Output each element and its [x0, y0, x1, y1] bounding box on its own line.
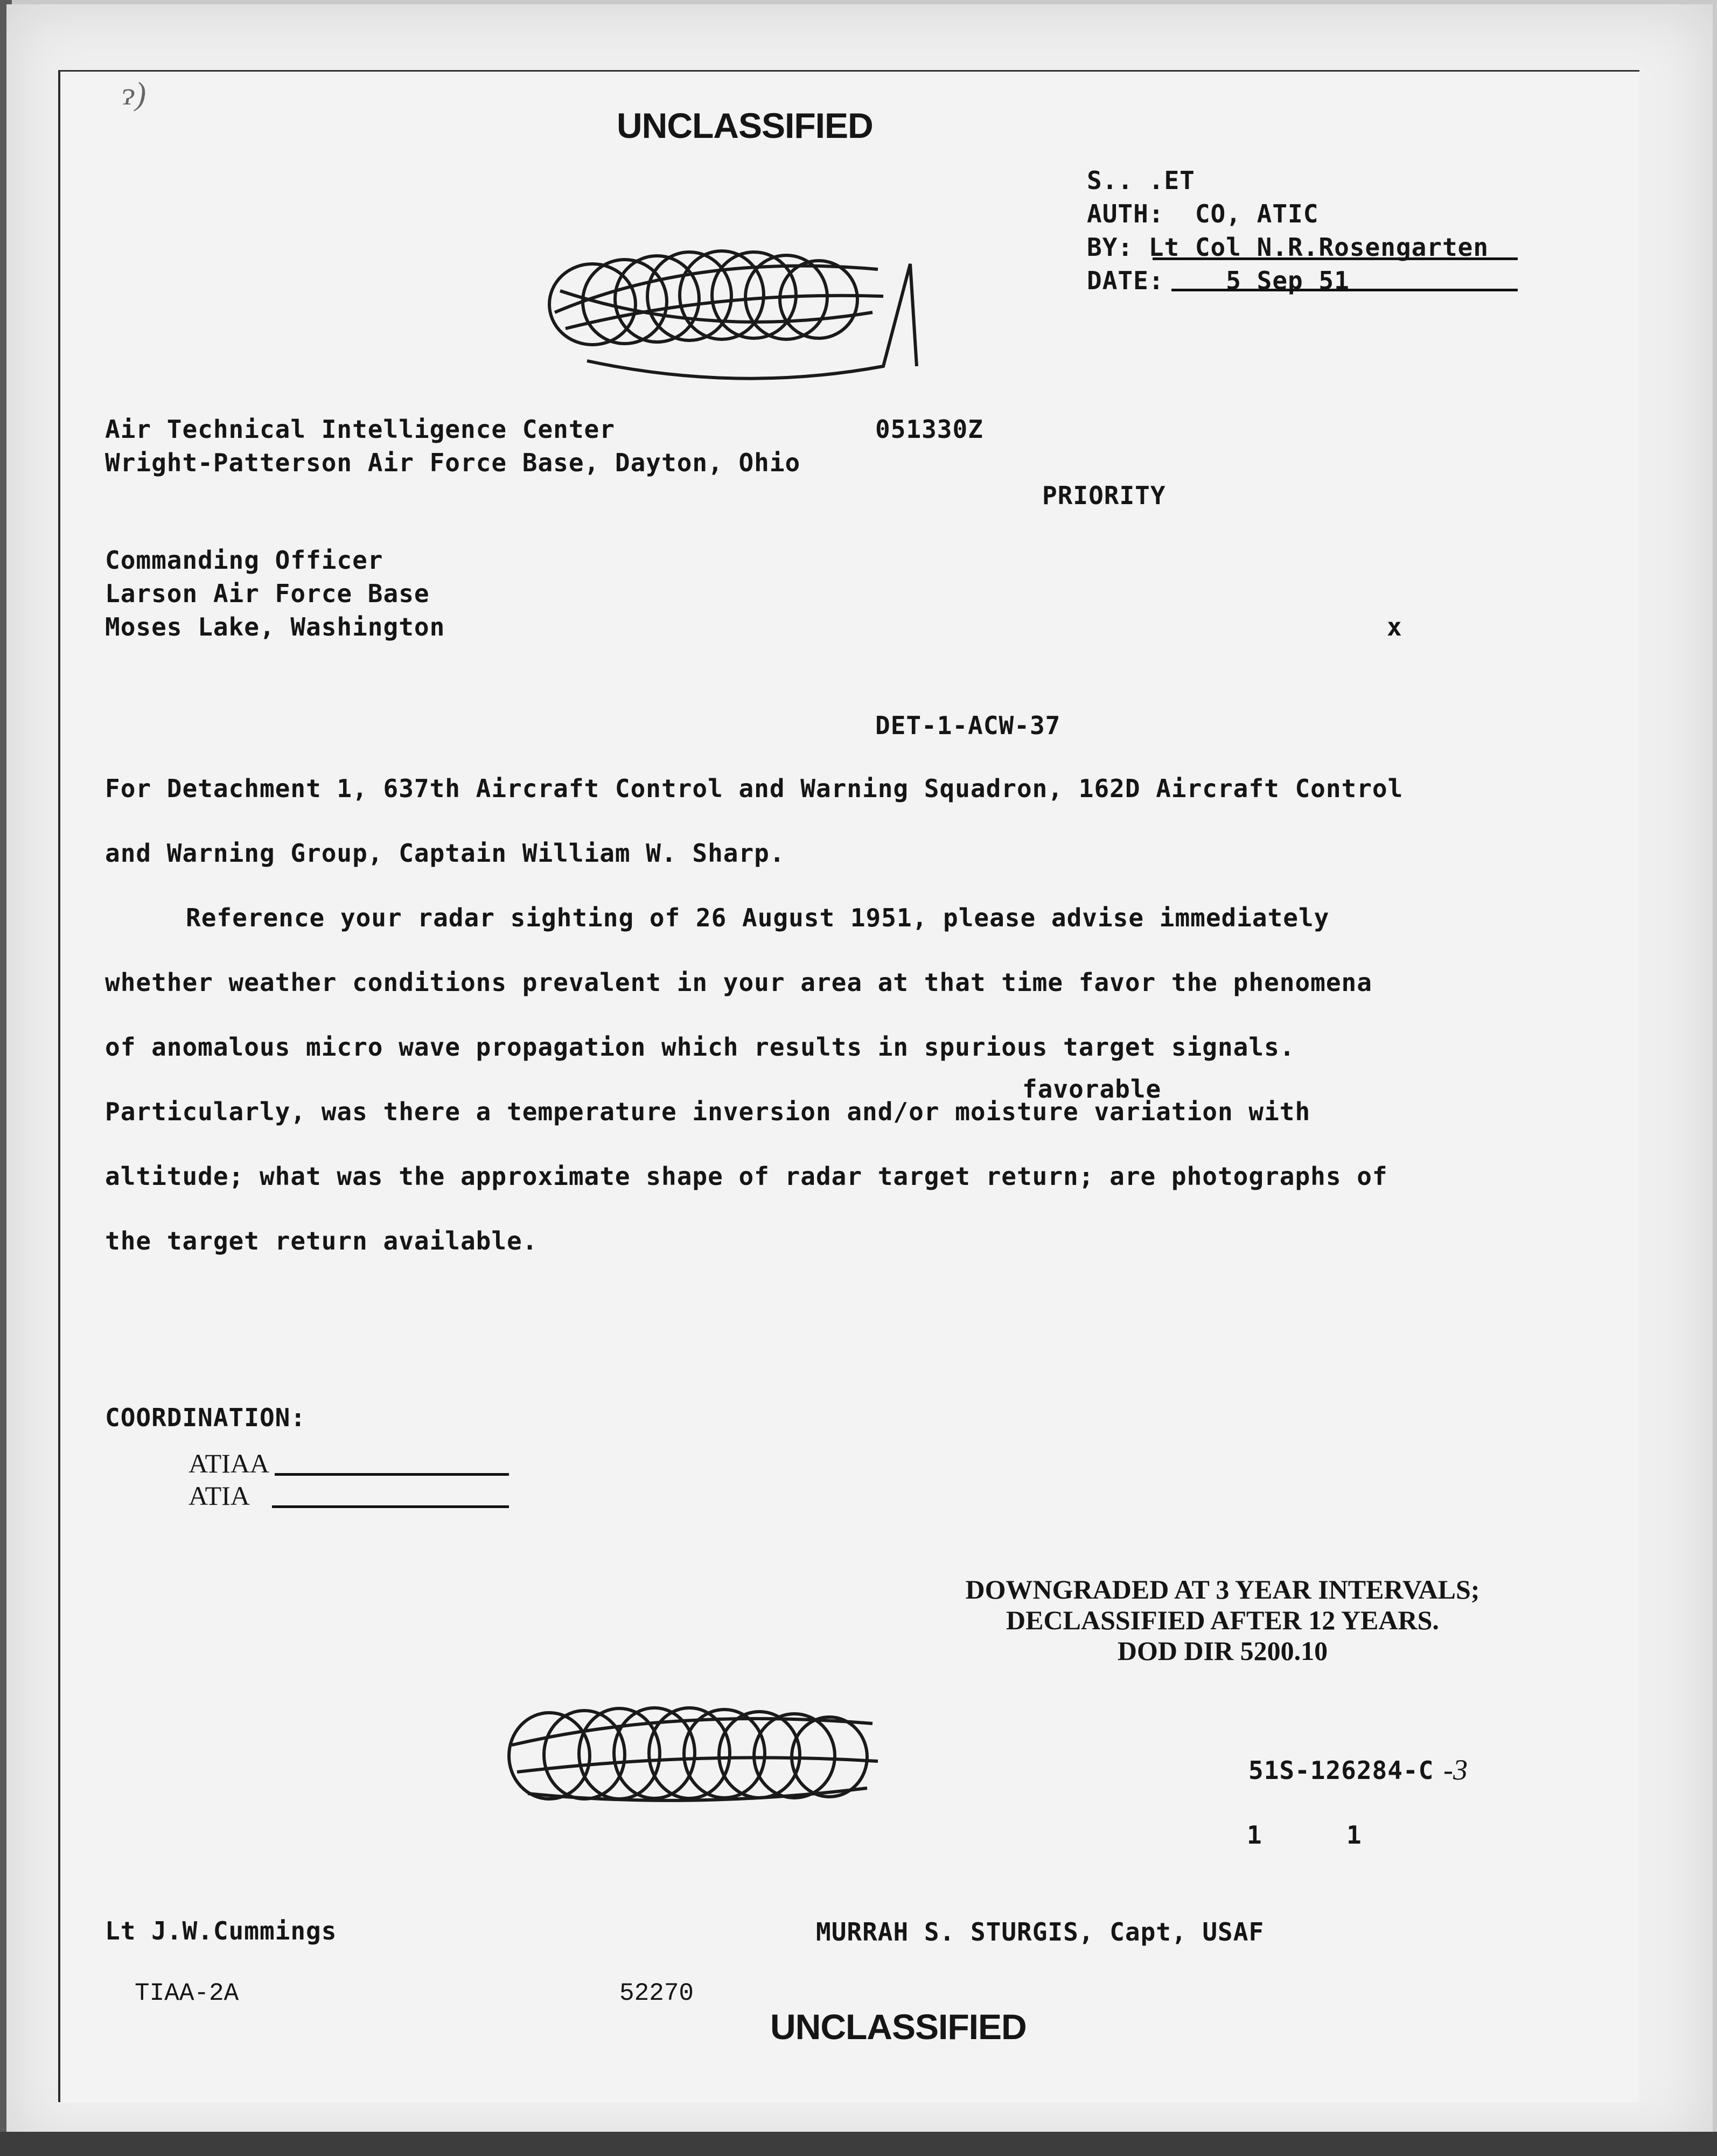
- recipient-title: Commanding Officer: [105, 546, 383, 575]
- downgrade-line-1: DOWNGRADED AT 3 YEAR INTERVALS;: [965, 1574, 1480, 1604]
- recipient-location: Moses Lake, Washington: [105, 612, 445, 641]
- redaction-scribble-top: [533, 232, 943, 388]
- coordination-office-1: ATIAA: [189, 1448, 269, 1478]
- office-symbol: TIAA-2A: [135, 1979, 239, 2007]
- auth-authority: AUTH: CO, ATIC: [1087, 199, 1319, 228]
- downgrade-line-3: DOD DIR 5200.10: [1117, 1636, 1328, 1666]
- body-p2-line3: of anomalous micro wave propagation which results in spurious target signals.: [105, 1032, 1295, 1062]
- recipient-base: Larson Air Force Base: [105, 579, 430, 608]
- body-insertion: favorable: [1022, 1074, 1162, 1104]
- control-number: 51S-126284-C: [1248, 1756, 1434, 1785]
- copy-number-2: 1: [1346, 1820, 1362, 1850]
- copy-number-1: 1: [1247, 1820, 1262, 1850]
- coordination-line-2: [272, 1505, 509, 1508]
- auth-by: BY: Lt Col N.R.Rosengarten: [1087, 233, 1489, 262]
- body-p2-line1: Reference your radar sighting of 26 August 1951, please advise immediately: [186, 903, 1330, 932]
- body-p2-line4: Particularly, was there a temperature inversion and/or moisture variation with: [105, 1097, 1311, 1126]
- date-time-group: 051330Z: [875, 415, 983, 444]
- sender-org: Air Technical Intelligence Center: [105, 415, 615, 444]
- film-edge-bottom: [0, 2132, 1717, 2156]
- reference-number: DET-1-ACW-37: [875, 711, 1061, 740]
- handwritten-mark: ɂ): [121, 76, 146, 111]
- body-p1-line2: and Warning Group, Captain William W. Sharp.: [105, 839, 785, 868]
- drafter-name: Lt J.W.Cummings: [105, 1916, 337, 1945]
- precedence: PRIORITY: [1042, 481, 1166, 510]
- auth-date-underline: [1171, 289, 1518, 291]
- classification-top: UNCLASSIFIED: [617, 106, 873, 145]
- body-p2-line5: altitude; what was the approximate shape of radar target return; are photographs of: [105, 1162, 1388, 1191]
- auth-date: DATE: 5 Sep 51: [1087, 266, 1350, 295]
- body-p1-line1: For Detachment 1, 637th Aircraft Control and Warning Squadron, 162D Aircraft Control: [105, 774, 1404, 803]
- downgrade-line-2: DECLASSIFIED AFTER 12 YEARS.: [1006, 1605, 1439, 1635]
- classification-bottom: UNCLASSIFIED: [770, 2007, 1027, 2047]
- telephone-ext: 52270: [619, 1979, 694, 2007]
- signer-name: MURRAH S. STURGIS, Capt, USAF: [816, 1917, 1265, 1946]
- auth-security-marking: S.. .ET: [1087, 166, 1195, 195]
- auth-by-underline: [1153, 257, 1518, 260]
- body-p2-line6: the target return available.: [105, 1226, 538, 1255]
- body-p2-line2: whether weather conditions prevalent in your area at that time favor the phenomena: [105, 968, 1372, 997]
- coordination-heading: COORDINATION:: [105, 1403, 306, 1432]
- control-suffix: -3: [1443, 1754, 1468, 1786]
- sender-location: Wright-Patterson Air Force Base, Dayton, Ohio: [105, 448, 801, 477]
- recipient-mark: x: [1387, 612, 1402, 641]
- redaction-scribble-bottom: [495, 1691, 926, 1820]
- coordination-office-2: ATIA: [189, 1481, 250, 1511]
- coordination-line-1: [275, 1473, 509, 1476]
